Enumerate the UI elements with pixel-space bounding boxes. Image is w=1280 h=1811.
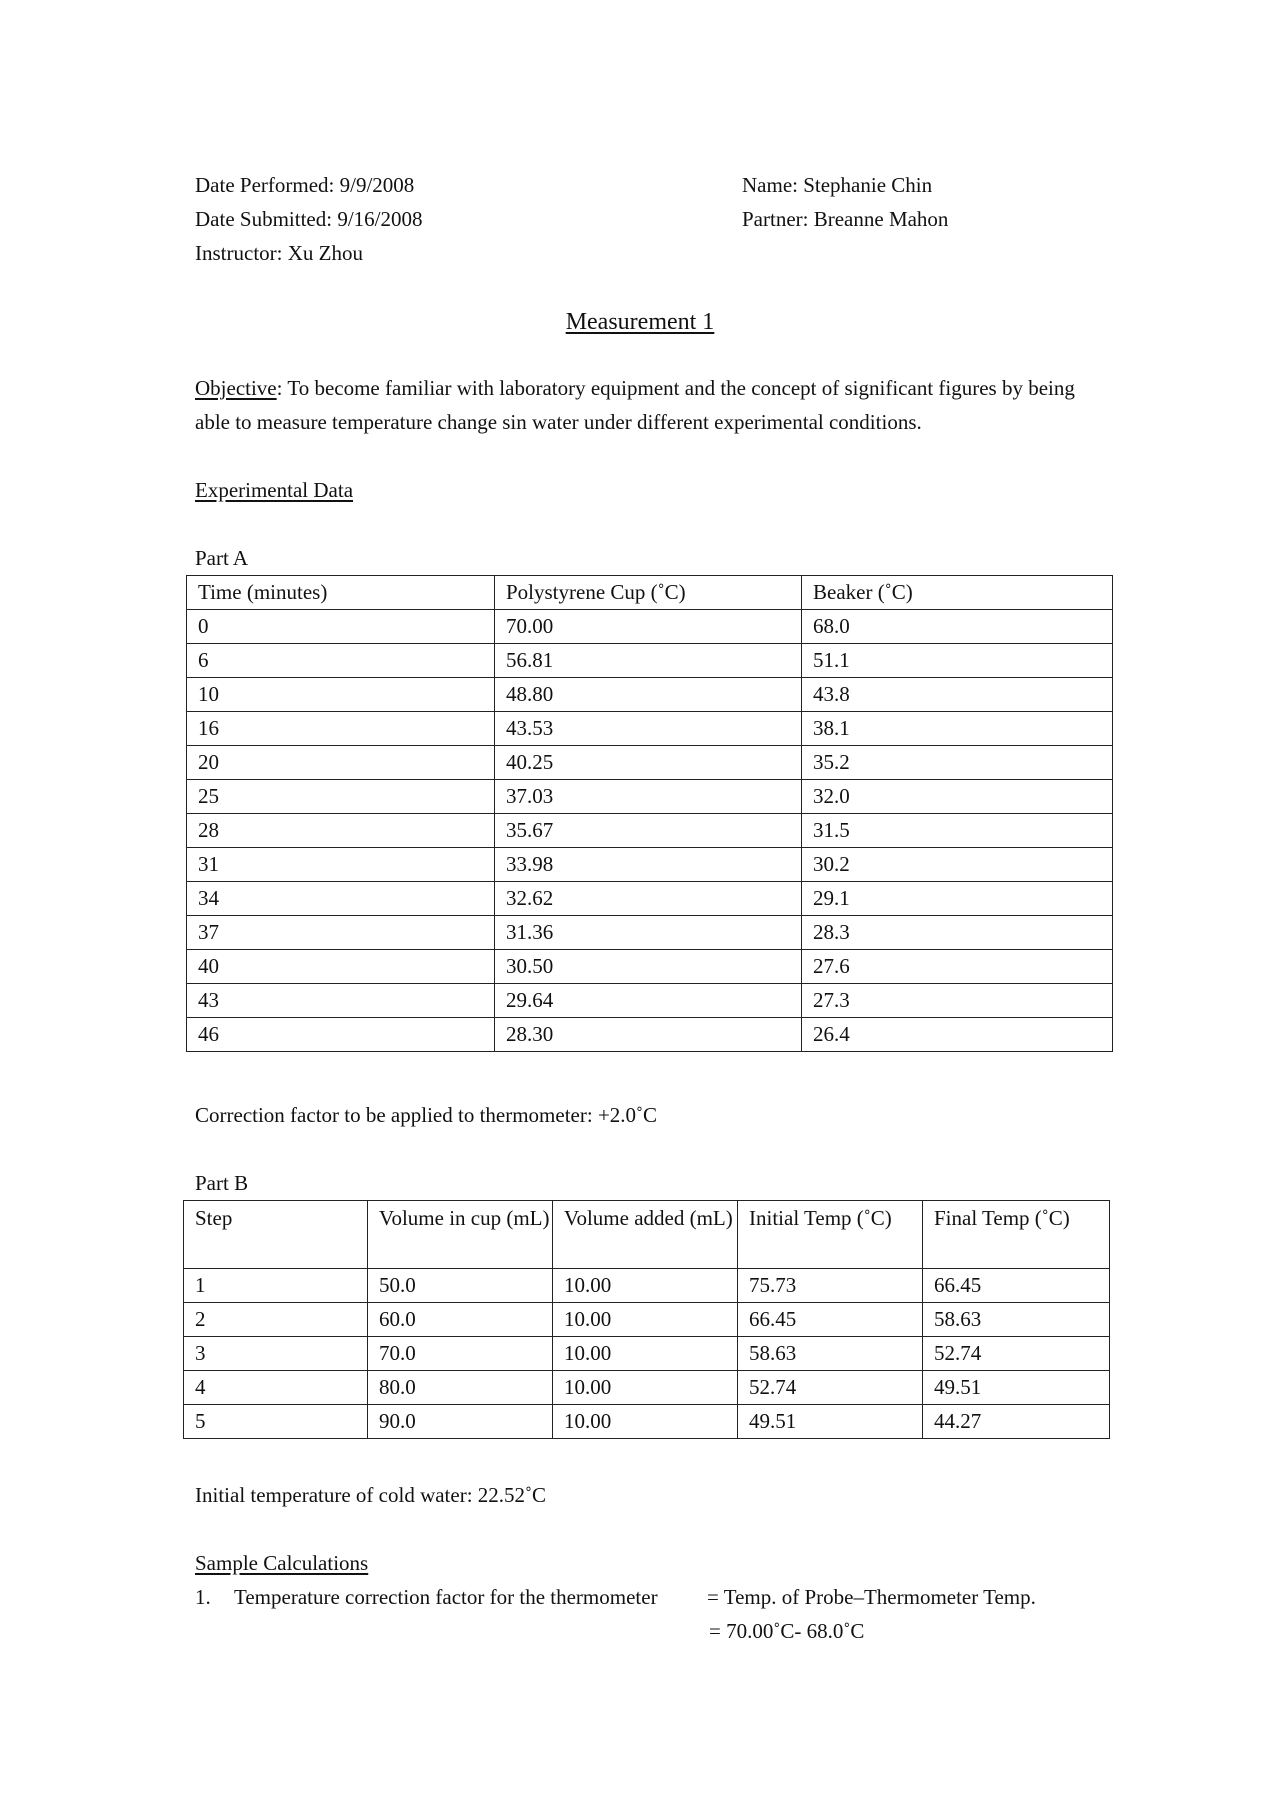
- correction-factor-note: Correction factor to be applied to thermometer: +2.0˚C: [195, 1103, 658, 1127]
- table-cell: 28: [187, 814, 495, 848]
- table-row: [187, 610, 1113, 644]
- table-cell: 56.81: [495, 644, 802, 678]
- table-cell: 68.0: [802, 610, 1113, 644]
- column-header: Volume in cup (mL): [368, 1201, 553, 1269]
- table-cell: 48.80: [495, 678, 802, 712]
- table-row: [187, 644, 1113, 678]
- table-cell: 52.74: [738, 1371, 923, 1405]
- table-cell: 66.45: [738, 1303, 923, 1337]
- table-cell: 58.63: [738, 1337, 923, 1371]
- part-b-table: [183, 1200, 1110, 1439]
- table-cell: 10.00: [553, 1405, 738, 1439]
- page-title: [0, 304, 1280, 340]
- table-cell: 26.4: [802, 1018, 1113, 1052]
- table-cell: 20: [187, 746, 495, 780]
- table-row: [187, 950, 1113, 984]
- table-cell: 58.63: [923, 1303, 1110, 1337]
- page-title-text: Measurement 1: [565, 309, 715, 335]
- part-a-table: [186, 575, 1113, 1052]
- table-cell: 80.0: [368, 1371, 553, 1405]
- table-cell: 30.50: [495, 950, 802, 984]
- calc-line-2: = 70.00˚C- 68.0˚C: [709, 1619, 865, 1643]
- table-cell: 43: [187, 984, 495, 1018]
- objective-text: : To become familiar with laboratory equipment and the concept of significant figures by being able to measure temperature change sin water under different experimental conditions.: [195, 376, 1075, 434]
- table-cell: 28.3: [802, 916, 1113, 950]
- cold-water-note: Initial temperature of cold water: 22.52˚C: [195, 1483, 547, 1507]
- table-cell: 37.03: [495, 780, 802, 814]
- table-cell: 37: [187, 916, 495, 950]
- table-row: [184, 1371, 1110, 1405]
- table-row: [184, 1269, 1110, 1303]
- table-cell: 44.27: [923, 1405, 1110, 1439]
- table-row: [184, 1303, 1110, 1337]
- calc-item-number: 1.: [195, 1585, 211, 1609]
- table-cell: 5: [184, 1405, 368, 1439]
- table-cell: 46: [187, 1018, 495, 1052]
- table-header-row: [187, 576, 1113, 610]
- table-cell: 10: [187, 678, 495, 712]
- table-row: [187, 712, 1113, 746]
- table-cell: 32.0: [802, 780, 1113, 814]
- table-cell: 3: [184, 1337, 368, 1371]
- part-b-label: Part B: [195, 1171, 249, 1195]
- objective-label: Objective: [195, 376, 277, 400]
- table-cell: 31: [187, 848, 495, 882]
- student-name: Name: Stephanie Chin: [742, 173, 933, 197]
- table-row: [184, 1405, 1110, 1439]
- table-row: [187, 916, 1113, 950]
- column-header: Time (minutes): [187, 576, 495, 610]
- column-header: Volume added (mL): [553, 1201, 738, 1269]
- table-cell: 40: [187, 950, 495, 984]
- table-cell: 49.51: [923, 1371, 1110, 1405]
- table-row: [187, 746, 1113, 780]
- date-performed: Date Performed: 9/9/2008: [195, 173, 415, 197]
- table-cell: 2: [184, 1303, 368, 1337]
- column-header: Initial Temp (˚C): [738, 1201, 923, 1269]
- objective-paragraph: [195, 371, 1110, 439]
- table-cell: 35.2: [802, 746, 1113, 780]
- calc-line-1: = Temp. of Probe–Thermometer Temp.: [707, 1585, 1036, 1609]
- table-row: [187, 1018, 1113, 1052]
- table-cell: 66.45: [923, 1269, 1110, 1303]
- table-cell: 6: [187, 644, 495, 678]
- table-cell: 1: [184, 1269, 368, 1303]
- table-cell: 33.98: [495, 848, 802, 882]
- table-row: [187, 678, 1113, 712]
- table-cell: 43.8: [802, 678, 1113, 712]
- table-cell: 34: [187, 882, 495, 916]
- table-cell: 50.0: [368, 1269, 553, 1303]
- table-row: [187, 848, 1113, 882]
- table-header-row: [184, 1201, 1110, 1269]
- table-row: [187, 984, 1113, 1018]
- partner-name: Partner: Breanne Mahon: [742, 207, 949, 231]
- table-cell: 27.6: [802, 950, 1113, 984]
- table-cell: 27.3: [802, 984, 1113, 1018]
- column-header: Beaker (˚C): [802, 576, 1113, 610]
- instructor: Instructor: Xu Zhou: [195, 241, 363, 265]
- table-cell: 16: [187, 712, 495, 746]
- table-cell: 31.5: [802, 814, 1113, 848]
- table-row: [187, 882, 1113, 916]
- table-cell: 29.64: [495, 984, 802, 1018]
- table-cell: 43.53: [495, 712, 802, 746]
- column-header: Step: [184, 1201, 368, 1269]
- table-cell: 70.00: [495, 610, 802, 644]
- table-cell: 30.2: [802, 848, 1113, 882]
- table-row: [184, 1337, 1110, 1371]
- table-cell: 10.00: [553, 1371, 738, 1405]
- part-a-label: Part A: [195, 546, 249, 570]
- table-cell: 38.1: [802, 712, 1113, 746]
- table-cell: 28.30: [495, 1018, 802, 1052]
- table-cell: 0: [187, 610, 495, 644]
- table-cell: 25: [187, 780, 495, 814]
- table-cell: 10.00: [553, 1303, 738, 1337]
- column-header: Polystyrene Cup (˚C): [495, 576, 802, 610]
- table-cell: 35.67: [495, 814, 802, 848]
- table-row: [187, 814, 1113, 848]
- table-cell: 29.1: [802, 882, 1113, 916]
- table-cell: 51.1: [802, 644, 1113, 678]
- date-submitted: Date Submitted: 9/16/2008: [195, 207, 423, 231]
- table-cell: 32.62: [495, 882, 802, 916]
- table-cell: 10.00: [553, 1337, 738, 1371]
- sample-calculations-heading: Sample Calculations: [195, 1551, 369, 1575]
- table-cell: 90.0: [368, 1405, 553, 1439]
- column-header: Final Temp (˚C): [923, 1201, 1110, 1269]
- table-cell: 31.36: [495, 916, 802, 950]
- experimental-data-heading: Experimental Data: [195, 478, 354, 502]
- calc-item-label: Temperature correction factor for the thermometer: [234, 1585, 658, 1609]
- table-row: [187, 780, 1113, 814]
- table-cell: 4: [184, 1371, 368, 1405]
- table-cell: 49.51: [738, 1405, 923, 1439]
- table-cell: 10.00: [553, 1269, 738, 1303]
- table-cell: 75.73: [738, 1269, 923, 1303]
- table-cell: 70.0: [368, 1337, 553, 1371]
- table-cell: 60.0: [368, 1303, 553, 1337]
- table-cell: 40.25: [495, 746, 802, 780]
- table-cell: 52.74: [923, 1337, 1110, 1371]
